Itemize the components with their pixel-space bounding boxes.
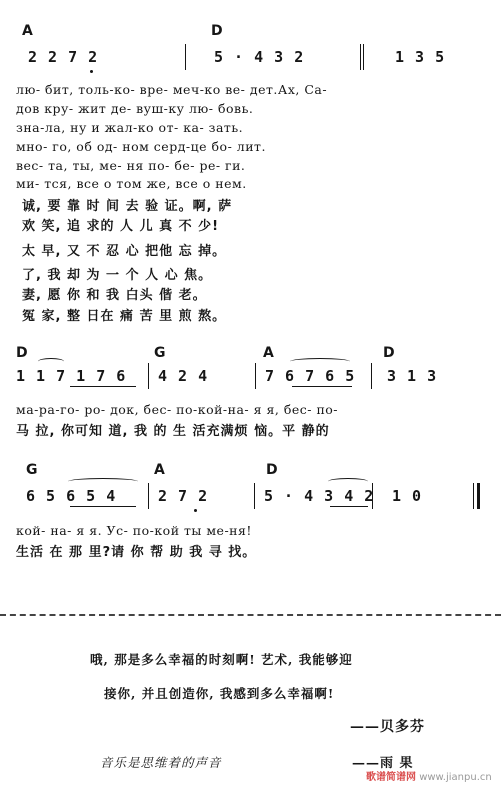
barline [185,44,186,70]
barline [255,363,256,389]
lyric-line-ru: лю- бит, толь-ко- вре- меч-ко ве- дет.Ах, Са- [16,82,328,97]
lyric-line-zh: 了, 我 却 为 一 个 人 心 焦。 [22,268,213,283]
eighth-beam [292,386,352,387]
final-barline [477,483,480,509]
barline [371,363,372,389]
chord-label: A [154,462,165,478]
watermark [366,768,492,783]
chord-label: A [263,345,274,361]
quote-line: 接你, 并且创造你, 我感到多么幸福啊! [104,686,335,701]
notes-measure: 2 2 7 2 [28,48,99,66]
dashed-divider [0,614,501,616]
lyric-line-ru: ми- тся, все о том же, все о нем. [16,176,247,191]
lyric-line-zh: 诚, 要 靠 时 间 去 验 证。啊, 萨 [22,199,233,214]
footer-author: ——雨 果 [352,756,414,771]
notes-measure: 2 7 2 [158,487,209,505]
notes-measure: 1 3 5 [395,48,446,66]
chord-label: D [211,23,223,39]
lyric-line-zh: 太 早, 又 不 忍 心 把他 忘 掉。 [22,244,227,259]
barline [360,44,361,70]
lyric-line-ru: ма-ра-го- ро- док, бес- по-кой-на- я я, бес- по- [16,402,339,417]
tie-arc [38,358,64,365]
barline [148,363,149,389]
lyric-line-zh: 欢 笑, 追 求的 人 儿 真 不 少! [22,219,220,234]
watermark-url: www.jianpu.cn [419,772,492,783]
notes-measure: 3 1 3 [387,367,438,385]
chord-label: D [266,462,278,478]
notes-measure: 6 5 6 5 4 [26,487,117,505]
lyric-line-ru: вес- та, ты, ме- ня по- бе- ре- ги. [16,158,246,173]
lyric-line-zh: 生活 在 那 里?请 你 帮 助 我 寻 找。 [16,545,257,560]
quote-author: ——贝多芬 [350,719,425,735]
slur-arc [328,478,368,485]
lyric-line-zh: 马 拉, 你可知 道, 我 的 生 活充满烦 恼。平 静的 [16,424,330,439]
chord-label: G [26,462,38,478]
lyric-line-ru: дов кру- жит де- вуш-ку лю- бовь. [16,101,254,116]
chord-label: D [16,345,28,361]
notes-measure: 1 0 [392,487,423,505]
barline [363,44,364,70]
barline [254,483,255,509]
slur-arc [68,478,138,485]
octave-dot [90,70,93,73]
notes-measure: 4 2 4 [158,367,209,385]
barline [473,483,474,509]
lyric-line-ru: кой- на- я я. Ус- по-кой ты ме-ня! [16,523,252,538]
lyric-line-zh: 妻, 愿 你 和 我 白头 偕 老。 [22,288,207,303]
notes-measure: 5 · 4 3 4 2 [264,487,375,505]
watermark-site: 歌谱简谱网 [366,772,416,783]
lyric-line-ru: зна-ла, ну и жал-ко от- ка- зать. [16,120,244,135]
notes-measure: 7 6 7 6 5 [265,367,356,385]
eighth-beam [70,506,136,507]
footer-quote: 音乐是思维着的声音 [100,755,222,770]
eighth-beam [70,386,136,387]
barline [148,483,149,509]
chord-label: G [154,345,166,361]
chord-label: D [383,345,395,361]
notes-measure: 5 · 4 3 2 [214,48,305,66]
chord-label: A [22,23,33,39]
quote-line: 哦, 那是多么幸福的时刻啊! 艺术, 我能够迎 [90,652,353,667]
lyric-line-zh: 冤 家, 整 日在 痛 苦 里 煎 熬。 [22,309,227,324]
lyric-line-ru: мно- го, об од- ном серд-це бо- лит. [16,139,266,154]
slur-arc [290,358,350,365]
octave-dot [194,509,197,512]
notes-measure: 1 1 7 1 7 6 [16,367,127,385]
eighth-beam [330,506,368,507]
